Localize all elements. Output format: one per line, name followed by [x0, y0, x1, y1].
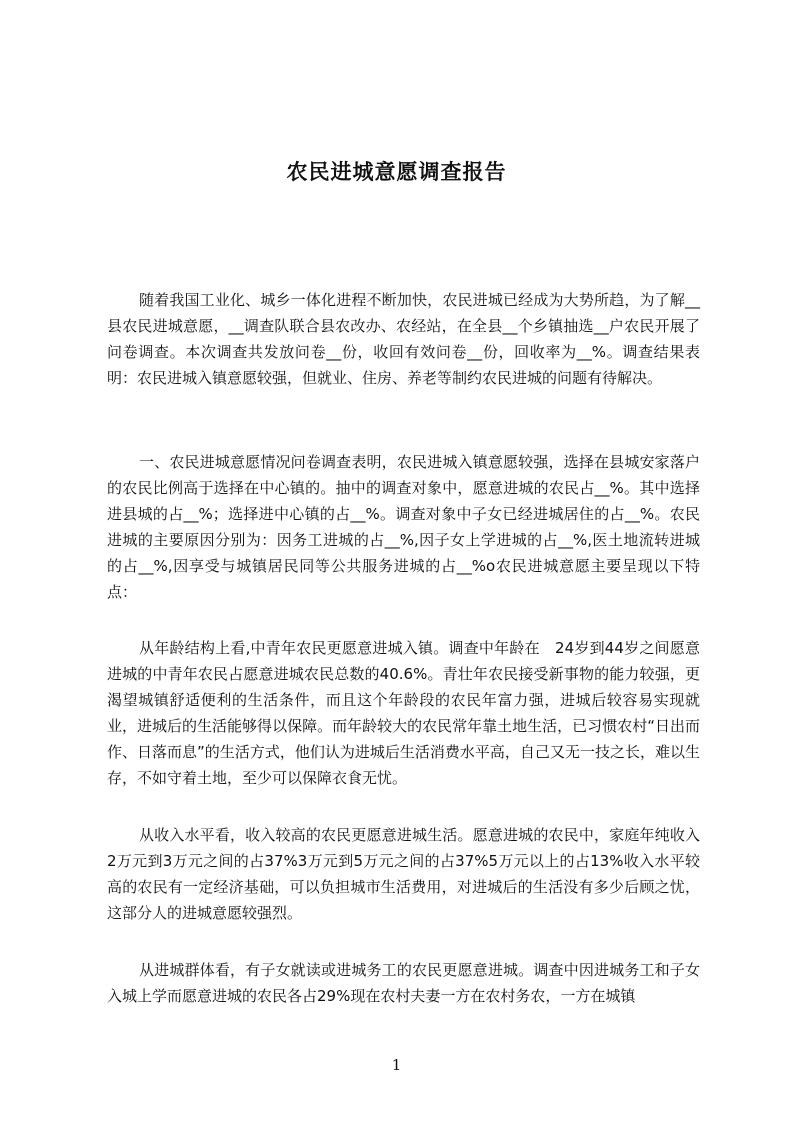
page-number: 1: [391, 1056, 402, 1074]
paragraph-introduction: 随着我国工业化、城乡一体化进程不断加快，农民进城已经成为大势所趋，为了解__县农民进城意愿，__调查队联合县农改办、农经站，在全县__个乡镇抽选__户农民开展了问卷调查。本次调查共发放问卷__份，收回有效问卷__份，回收率为__%。调查结果表明：农民进城入镇意愿较强，但就业、住房、养老等制约农民进城的问题有待解决。: [107, 291, 700, 387]
paragraph-income-level: 从收入水平看，收入较高的农民更愿意进城生活。愿意进城的农民中，家庭年纯收入2万元到3万元之间的占37%3万元到5万元之间的占37%5万元以上的占13%收入水平较高的农民有一定经济基础，可以负担城市生活费用，对进城后的生活没有多少后顾之忧，这部分人的进城意愿较强烈。: [107, 826, 700, 922]
paragraph-section-one: 一、农民进城意愿情况问卷调查表明，农民进城入镇意愿较强，选择在县城安家落户的农民比例高于选择在中心镇的。抽中的调查对象中，愿意进城的农民占__%。其中选择进县城的占__%；选择进中心镇的占__%。调查对象中子女已经进城居住的占__%。农民进城的主要原因分别为：因务工进城的占__%,因子女上学进城的占__%,医土地流转进城的占__%,因享受与城镇居民同等公共服务进城的占__%o农民进城意愿主要呈现以下特点：: [107, 453, 700, 601]
document-title: 农民进城意愿调查报告: [286, 160, 507, 185]
paragraph-age-structure: 从年龄结构上看,中青年农民更愿意进城入镇。调查中年龄在 24岁到44岁之间愿意进城的中青年农民占愿意进城农民总数的40.6%。青壮年农民接受新事物的能力较强，更渴望城镇舒适便利的生活条件，而且这个年龄段的农民年富力强，进城后较容易实现就业，进城后的生活能够得以保障。而年龄较大的农民常年靠土地生活，已习惯农村“日出而作、日落而息”的生活方式，他们认为进城后生活消费水平高，自己又无一技之长，难以生存，不如守着土地，至少可以保障衣食无忧。: [107, 639, 700, 787]
paragraph-migrant-group: 从进城群体看，有子女就读或进城务工的农民更愿意进城。调查中因进城务工和子女入城上学而愿意进城的农民各占29%现在农村夫妻一方在农村务农，一方在城镇: [107, 961, 700, 1005]
